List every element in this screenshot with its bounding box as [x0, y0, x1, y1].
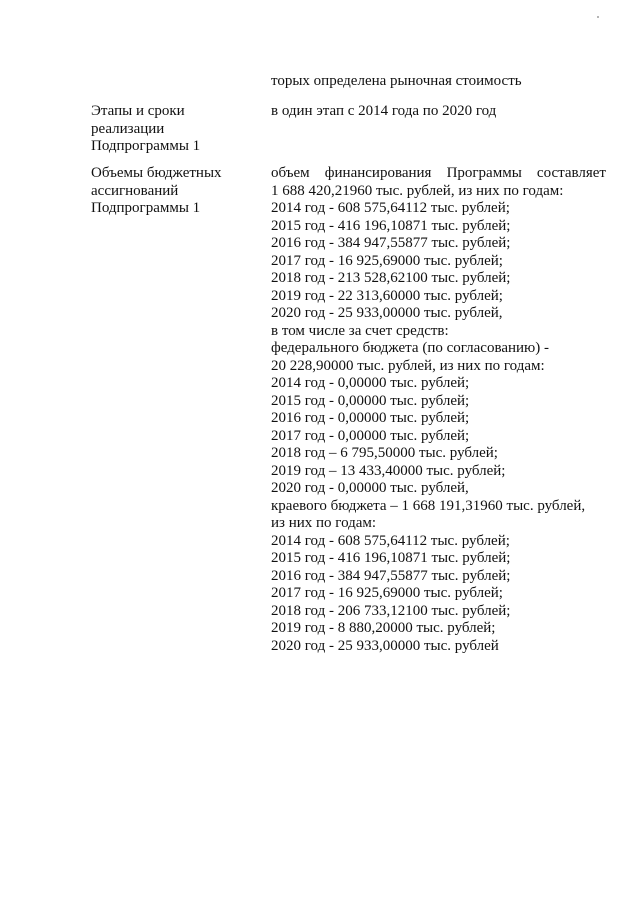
budget-intro-word: финансирования	[324, 165, 432, 181]
budget-line: 2018 год – 6 795,50000 тыс. рублей;	[271, 445, 498, 461]
budget-line: 2018 год - 206 733,12100 тыс. рублей;	[271, 602, 511, 619]
budget-line: 2018 год - 213 528,62100 тыс. рублей;	[271, 270, 511, 286]
budget-line: 2016 год - 384 947,55877 тыс. рублей;	[271, 567, 511, 584]
budget-line: 2015 год - 416 196,10871 тыс. рублей;	[271, 550, 511, 566]
budget-intro-word: Программы	[446, 165, 522, 181]
budget-line: 2017 год - 16 925,69000 тыс. рублей;	[271, 585, 503, 601]
budget-line: 2020 год - 25 933,00000 тыс. рублей	[271, 637, 499, 654]
budget-intro-word: составляет	[536, 165, 606, 181]
stages-label: Этапы и сроки реализации Подпрограммы 1	[91, 103, 201, 154]
budget-line: 2019 год - 8 880,20000 тыс. рублей;	[271, 620, 496, 636]
budget-line: 2014 год - 608 575,64112 тыс. рублей;	[271, 532, 510, 549]
scan-speck	[597, 16, 599, 18]
budget-line: 2020 год - 0,00000 тыс. рублей,	[271, 480, 469, 496]
continuation-text: торых определена рыночная стоимость	[271, 73, 522, 89]
budget-line: 1 688 420,21960 тыс. рублей, из них по годам:	[271, 182, 564, 199]
budget-intro-line	[271, 165, 606, 183]
budget-line: краевого бюджета – 1 668 191,31960 тыс. рублей,	[271, 497, 586, 514]
budget-intro-word: объем	[271, 165, 310, 181]
budget-value	[271, 165, 606, 655]
budget-line: 2014 год - 608 575,64112 тыс. рублей;	[271, 200, 510, 216]
budget-line: 2019 год - 22 313,60000 тыс. рублей;	[271, 287, 503, 304]
budget-line: 2019 год – 13 433,40000 тыс. рублей;	[271, 462, 506, 479]
budget-line: 2016 год - 384 947,55877 тыс. рублей;	[271, 235, 511, 251]
budget-line: в том числе за счет средств:	[271, 322, 449, 339]
budget-line: 2017 год - 16 925,69000 тыс. рублей;	[271, 252, 503, 269]
budget-line: 20 228,90000 тыс. рублей, из них по годам:	[271, 357, 545, 374]
budget-line: 2014 год - 0,00000 тыс. рублей;	[271, 375, 470, 391]
budget-line: федерального бюджета (по согласованию) -	[271, 340, 549, 356]
budget-line: из них по годам:	[271, 515, 377, 531]
budget-line: 2017 год - 0,00000 тыс. рублей;	[271, 427, 470, 444]
budget-line: 2015 год - 0,00000 тыс. рублей;	[271, 392, 470, 409]
budget-line: 2015 год - 416 196,10871 тыс. рублей;	[271, 217, 511, 234]
budget-label: Объемы бюджетных ассигнований Подпрограммы 1	[91, 165, 222, 216]
stages-value: в один этап с 2014 года по 2020 год	[271, 103, 497, 119]
budget-line: 2016 год - 0,00000 тыс. рублей;	[271, 410, 470, 426]
budget-line: 2020 год - 25 933,00000 тыс. рублей,	[271, 305, 503, 321]
